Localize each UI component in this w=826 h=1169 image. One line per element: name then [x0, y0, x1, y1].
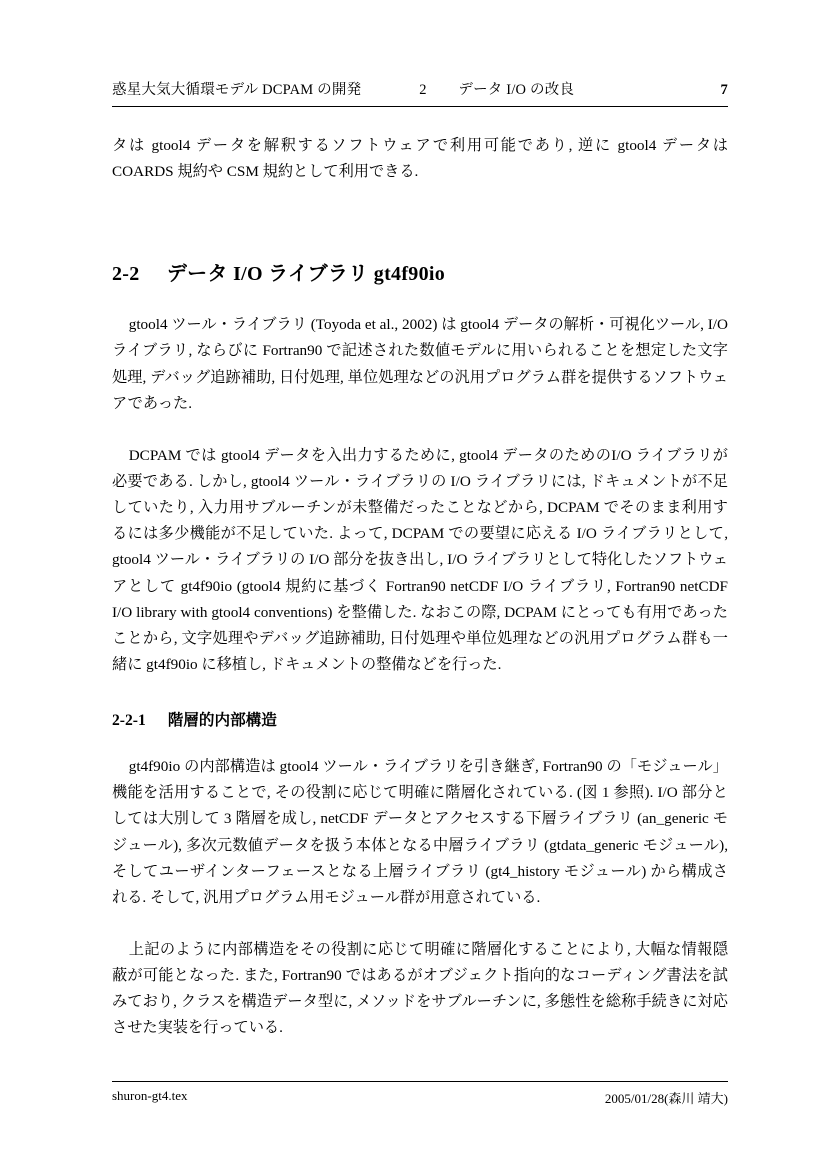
running-head-title: 惑星大気大循環モデル DCPAM の開発 [112, 82, 362, 98]
subsection-heading [112, 708, 728, 730]
spacer [112, 201, 728, 227]
footer-filename: shuron-gt4.tex [112, 1088, 188, 1103]
spacer [112, 433, 728, 443]
paragraph-2: DCPAM では gtool4 データを入出力するために, gtool4 データのためのI/O ライブラリが必要である. しかし, gtool4 ツール・ライブラリの I/O ライブラリには, ドキュメントが不足していたり, 入力用サブルーチンが未整備だったことなどから, DCPAM でそのまま利用するには多少機能が不足していた. よって, DCPAM での要望に応える I/O ライブラリとして, gtool4 ツール・ライブラリの I/O 部分を抜き出し, I/O ライブラリとして特化したソフトウェアとして gt4f90io (gtool4 規約に基づく Fortran90 netCDF I/O ライブラリ, Fortran90 netCDF I/O library with gtool4 conventions) を整備した. なおこの際, DCPAM にとっても有用であったことから, 文字処理やデバッグ追跡補助, 日付処理や単位処理などの汎用プログラム群も一緒に gt4f90io に移植し, ドキュメントの整備などを行った. [112, 446, 728, 673]
header-divider [112, 106, 728, 107]
page-footer [112, 1081, 728, 1107]
section-title: データ I/O ライブラリ gt4f90io [166, 263, 446, 286]
section-heading [112, 257, 728, 286]
section-number: 2-2 [112, 263, 140, 286]
subsection-number: 2-2-1 [112, 712, 146, 730]
running-head-chapter-number: 2 [419, 82, 427, 98]
paragraph-1: gtool4 ツール・ライブラリ (Toyoda et al., 2002) は gtool4 データの解析・可視化ツール, I/O ライブラリ, ならびに Fortran90 で記述された数値モデルに用いられることを想定した文字処理, デバッグ追跡補助, 日付処理, 単位処理などの汎用プログラム群を提供するソフトウェアであった. [112, 316, 728, 412]
footer-date-author: 2005/01/28(森川 靖大) [604, 1091, 728, 1106]
footer-divider [112, 1081, 728, 1082]
running-head-chapter [419, 78, 574, 99]
footer-row [112, 1088, 728, 1107]
running-head-chapter-title: データ I/O の改良 [458, 82, 575, 98]
spacer [112, 927, 728, 937]
subsection-title: 階層的内部構造 [167, 712, 277, 730]
paragraph-3: gt4f90io の内部構造は gtool4 ツール・ライブラリを引き継ぎ, Fortran90 の「モジュール」機能を活用することで, その役割に応じて明確に階層化されている. (図 1 参照). I/O 部分としては大別して 3 階層を成し, netCDF データとアクセスする下層ライブラリ (an_generic モジュール), 多次元数値データを扱う本体となる中層ライブラリ (gtdata_generic モジュール), そしてユーザインターフェースとなる上層ライブラリ (gt4_history モジュール) から構成される. そして, 汎用プログラム用モジュール群が用意されている. [112, 758, 728, 906]
paragraph-continued: タは gtool4 データを解釈するソフトウェアで利用可能であり, 逆に gtool4 データは COARDS 規約や CSM 規約として利用できる. [112, 137, 728, 181]
page-number: 7 [720, 82, 728, 98]
paragraph-4: 上記のように内部構造をその役割に応じて明確に階層化することにより, 大幅な情報隠蔽が可能となった. また, Fortran90 ではあるがオブジェクト指向的なコーディング書法を試みており, クラスを構造データ型に, メソッドをサブルーチンに, 多態性を総称手続きに対応させた実装を行っている. [112, 940, 728, 1037]
running-head [112, 78, 728, 106]
